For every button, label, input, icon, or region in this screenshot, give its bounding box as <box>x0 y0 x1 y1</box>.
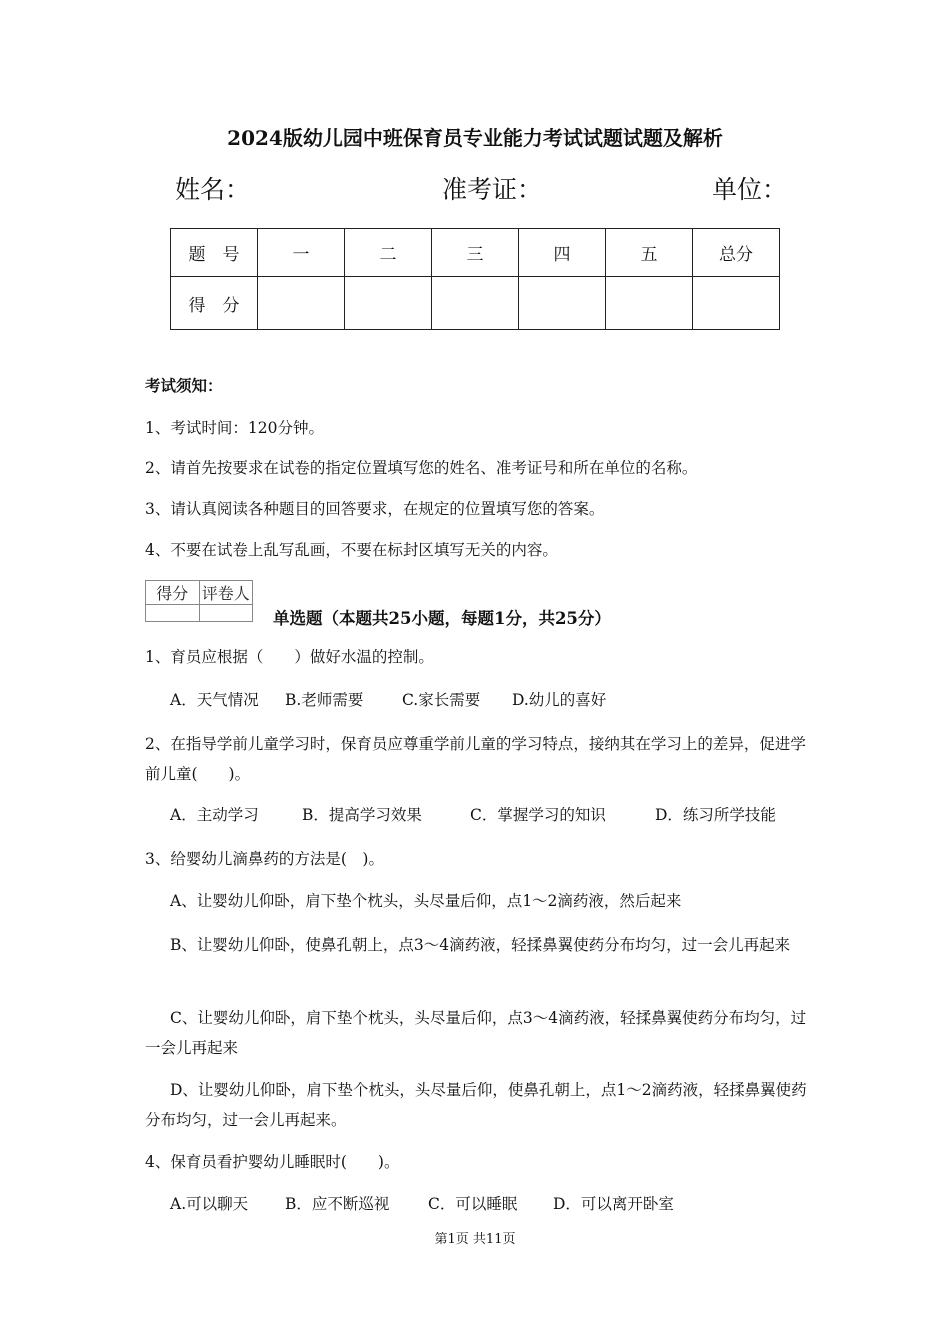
grader-name-cell <box>199 605 253 622</box>
question-1-option-b: B.老师需要 <box>285 691 364 709</box>
question-1-option-c: C.家长需要 <box>402 691 481 709</box>
score-cell-1 <box>258 277 345 330</box>
score-cell-2 <box>345 277 432 330</box>
score-header-4: 四 <box>519 229 606 277</box>
question-4-option-c: C．可以睡眠 <box>428 1195 518 1213</box>
question-3-stem: 3、给婴幼儿滴鼻药的方法是( )。 <box>145 850 384 868</box>
grader-name-label: 评卷人 <box>199 581 253 605</box>
question-2-stem: 2、在指导学前儿童学习时，保育员应尊重学前儿童的学习特点，接纳其在学习上的差异，促进学前儿童( )。 <box>145 735 806 783</box>
notice-item-4: 4、不要在试卷上乱写乱画，不要在标封区填写无关的内容。 <box>145 541 558 559</box>
name-field-label: 姓名： <box>175 175 251 204</box>
unit-field-label: 单位： <box>712 175 788 204</box>
question-2-option-a: A．主动学习 <box>170 806 259 824</box>
score-table-score-row <box>171 277 780 330</box>
question-1-option-a: A．天气情况 <box>170 691 259 709</box>
question-3-option-a: A、让婴幼儿仰卧，肩下垫个枕头，头尽量后仰，点1～2滴药液，然后起来 <box>170 892 682 910</box>
score-cell-4 <box>519 277 606 330</box>
score-header-3: 三 <box>432 229 519 277</box>
question-2-option-c: C．掌握学习的知识 <box>470 806 606 824</box>
section-heading: 单选题（本题共25小题，每题1分，共25分） <box>273 609 611 628</box>
question-1-stem: 1、育员应根据（ ）做好水温的控制。 <box>145 648 434 666</box>
score-table-header-row <box>171 229 780 277</box>
grader-score-cell <box>146 605 200 622</box>
question-2-option-d: D．练习所学技能 <box>655 806 776 824</box>
question-3-option-d: D、让婴幼儿仰卧，肩下垫个枕头，头尽量后仰，使鼻孔朝上，点1～2滴药液，轻揉鼻翼使药分布均匀，过一会儿再起来。 <box>145 1081 807 1129</box>
notice-item-2: 2、请首先按要求在试卷的指定位置填写您的姓名、准考证号和所在单位的名称。 <box>145 459 698 477</box>
notice-item-1: 1、考试时间：120分钟。 <box>145 419 324 437</box>
notice-item-3: 3、请认真阅读各种题目的回答要求，在规定的位置填写您的答案。 <box>145 500 605 518</box>
notice-heading: 考试须知： <box>145 376 223 395</box>
score-cell-3 <box>432 277 519 330</box>
grader-table <box>145 580 253 622</box>
score-row-label: 得 分 <box>171 277 258 330</box>
question-1-option-d: D.幼儿的喜好 <box>512 691 607 709</box>
score-header-label: 题 号 <box>171 229 258 277</box>
score-header-total: 总分 <box>693 229 780 277</box>
question-4-option-a: A.可以聊天 <box>170 1195 249 1213</box>
score-header-1: 一 <box>258 229 345 277</box>
document-title: 2024版幼儿园中班保育员专业能力考试试题试题及解析 <box>227 126 723 150</box>
question-4-option-b: B．应不断巡视 <box>285 1195 390 1213</box>
page-footer: 第1页 共11页 <box>434 1232 516 1247</box>
question-4-stem: 4、保育员看护婴幼儿睡眠时( )。 <box>145 1153 400 1171</box>
score-cell-total <box>693 277 780 330</box>
score-header-5: 五 <box>606 229 693 277</box>
question-3-option-c: C、让婴幼儿仰卧，肩下垫个枕头，头尽量后仰，点3～4滴药液，轻揉鼻翼使药分布均匀，过一会儿再起来 <box>145 1009 807 1057</box>
question-2-option-b: B．提高学习效果 <box>302 806 422 824</box>
score-cell-5 <box>606 277 693 330</box>
grader-score-label: 得分 <box>146 581 200 605</box>
score-header-2: 二 <box>345 229 432 277</box>
exam-id-field-label: 准考证： <box>442 175 543 204</box>
question-3-option-b: B、让婴幼儿仰卧，使鼻孔朝上，点3～4滴药液，轻揉鼻翼使药分布均匀，过一会儿再起来 <box>170 936 791 954</box>
score-table <box>170 228 780 330</box>
question-4-option-d: D．可以离开卧室 <box>553 1195 674 1213</box>
